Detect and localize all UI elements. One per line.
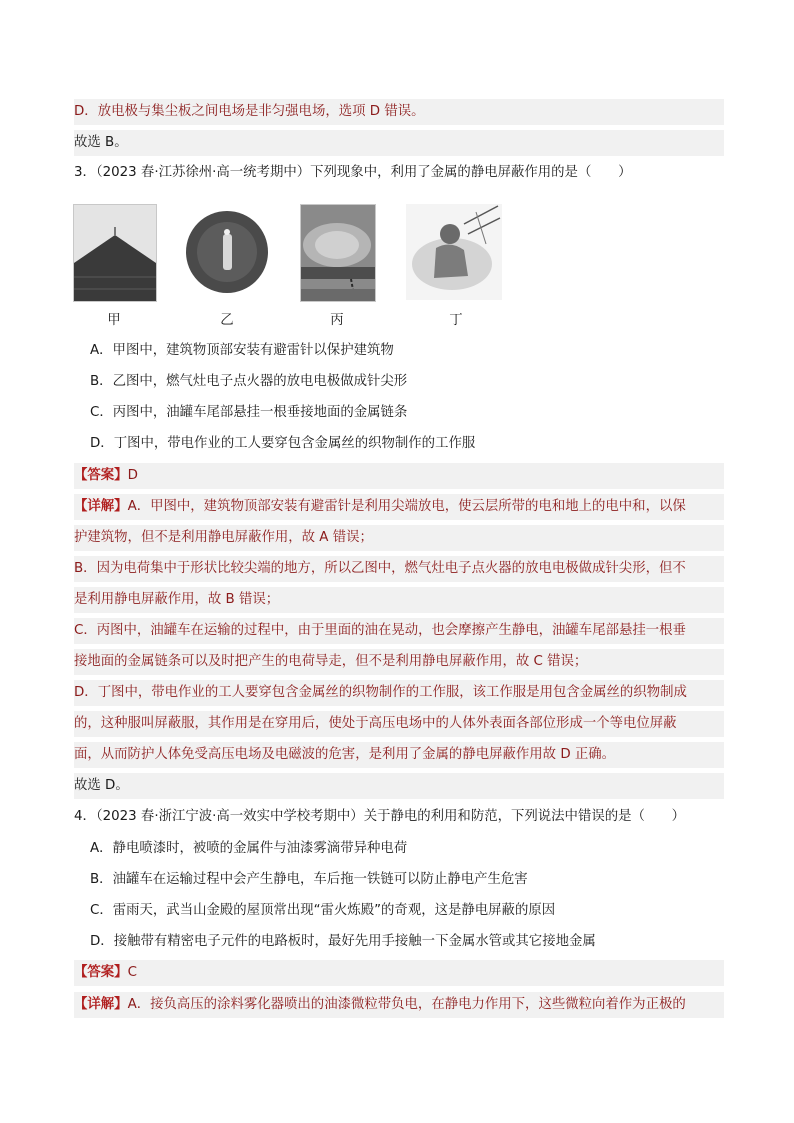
question-3-option-b: B．乙图中，燃气灶电子点火器的放电电极做成针尖形 [90, 374, 408, 389]
question-3-option-a: A．甲图中，建筑物顶部安装有避雷针以保护建筑物 [90, 343, 394, 358]
answer-value: D [127, 468, 138, 483]
question-3-detail-line: 面，从而防护人体免受高压电场及电磁波的危害，是利用了金属的静电屏蔽作用故 D 正确。 [74, 742, 724, 768]
detail-tag: 【详解】 [74, 997, 128, 1012]
caption-jia: 甲 [107, 313, 121, 328]
question-4-option-a: A．静电喷漆时，被喷的金属件与油漆雾滴带异种电荷 [90, 841, 408, 856]
question-3-conclusion: 故选 D。 [74, 773, 724, 799]
caption-bing: 丙 [330, 313, 344, 328]
question-3-option-c: C．丙图中，油罐车尾部悬挂一根垂接地面的金属链条 [90, 405, 408, 420]
answer-tag: 【答案】 [74, 468, 128, 483]
photo-ding-worker [406, 204, 502, 300]
question-3-option-d: D．丁图中，带电作业的工人要穿包含金属丝的织物制作的工作服 [90, 436, 476, 451]
prev-conclusion: 故选 B。 [74, 130, 724, 156]
question-4-detail-line: 【详解】A．接负高压的涂料雾化器喷出的油漆微粒带负电，在静电力作用下，这些微粒向着作为正极的 [74, 992, 724, 1018]
caption-ding: 丁 [449, 313, 463, 328]
question-4-stem: 4．（2023 春·浙江宁波·高一效实中学校考期中）关于静电的利用和防范，下列说法中错误的是（ ） [74, 809, 686, 824]
photo-yi-igniter [185, 204, 269, 300]
detail-tag: 【详解】 [74, 499, 128, 514]
question-3-detail-line: 接地面的金属链条可以及时把产生的电荷导走，但不是利用静电屏蔽作用，故 C 错误； [74, 649, 724, 675]
question-3-stem: 3．（2023 春·江苏徐州·高一统考期中）下列现象中，利用了金属的静电屏蔽作用的是（ ） [74, 165, 632, 180]
question-3-detail-line: 【详解】A．甲图中，建筑物顶部安装有避雷针是利用尖端放电，使云层所带的电和地上的电中和，以保 [74, 494, 724, 520]
question-3-detail-line: D．丁图中，带电作业的工人要穿包含金属丝的织物制作的工作服，该工作服是用包含金属丝的织物制成 [74, 680, 724, 706]
question-3-detail-line: 的，这种服叫屏蔽服，其作用是在穿用后，使处于高压电场中的人体外表面各部位形成一个等电位屏蔽 [74, 711, 724, 737]
question-4-option-d: D．接触带有精密电子元件的电路板时，最好先用手接触一下金属水管或其它接地金属 [90, 934, 596, 949]
photo-bing-oil-truck [300, 204, 376, 302]
question-3-detail-line: C．丙图中，油罐车在运输的过程中，由于里面的油在晃动，也会摩擦产生静电，油罐车尾部悬挂一根垂 [74, 618, 724, 644]
question-4-option-b: B．油罐车在运输过程中会产生静电，车后拖一铁链可以防止静电产生危害 [90, 872, 528, 887]
prev-option-d-explanation: D．放电极与集尘板之间电场是非匀强电场，选项 D 错误。 [74, 99, 724, 125]
question-3-detail-line: 护建筑物，但不是利用静电屏蔽作用，故 A 错误； [74, 525, 724, 551]
answer-tag: 【答案】 [74, 965, 128, 980]
question-4-answer [74, 960, 724, 986]
question-4-option-c: C．雷雨天，武当山金殿的屋顶常出现“雷火炼殿”的奇观，这是静电屏蔽的原因 [90, 903, 556, 918]
question-3-answer [74, 463, 724, 489]
answer-value: C [127, 965, 137, 980]
photo-jia-building [73, 204, 157, 302]
caption-yi: 乙 [220, 313, 234, 328]
question-3-detail-line: 是利用静电屏蔽作用，故 B 错误； [74, 587, 724, 613]
question-3-detail-line: B．因为电荷集中于形状比较尖端的地方，所以乙图中，燃气灶电子点火器的放电电极做成针尖形，但不 [74, 556, 724, 582]
